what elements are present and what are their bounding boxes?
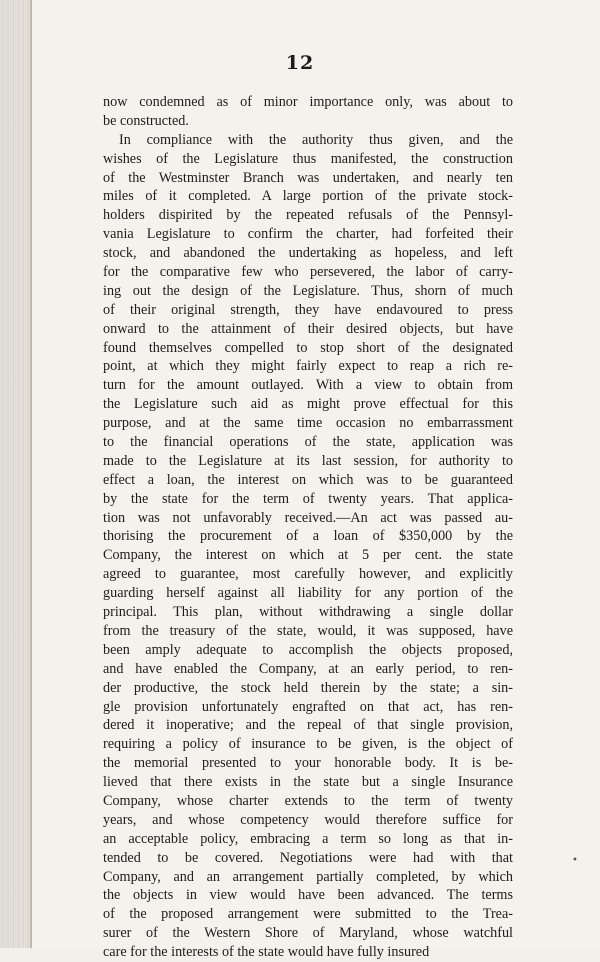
text-line: care for the interests of the state would have fully insured [103,944,430,961]
text-line: lieved that there exists in the state but a single Insurance [103,774,513,791]
binding-gutter [0,0,30,948]
text-line: and have enabled the Company, at an early period, to ren- [103,660,513,677]
text-line: by the state for the term of twenty years. That applica- [103,490,513,507]
text-line: surer of the Western Shore of Maryland, whose watchful [103,925,513,942]
text-line: purpose, and at the same time occasion no embarrassment [103,415,513,432]
text-line: der productive, the stock held therein by the state; a sin- [103,679,513,696]
print-mark: • [572,855,578,866]
text-line: In compliance with the authority thus given, and the [119,131,513,148]
text-line: Company, the interest on which at 5 per cent. the state [103,547,513,564]
text-line: the objects in view would have been advanced. The terms [103,887,513,904]
text-line: agreed to guarantee, most carefully however, and explicitly [103,566,513,583]
text-line: point, at which they might fairly expect to reap a rich re- [103,358,513,375]
text-line: thorising the procurement of a loan of $350,000 by the [103,528,513,545]
text-line: years, and whose competency would therefore suffice for [103,811,513,828]
text-line: been amply adequate to accomplish the objects proposed, [103,641,513,658]
text-line: an acceptable policy, embracing a term so long as that in- [103,830,513,847]
text-line: from the treasury of the state, would, it was supposed, have [103,622,513,639]
text-line: stock, and abandoned the undertaking as hopeless, and left [103,245,513,262]
text-line: onward to the attainment of their desired objects, but have [103,320,513,337]
text-line: gle provision unfortunately engrafted on that act, has ren- [103,698,513,715]
text-line: guarding herself against all liability for any portion of the [103,585,513,602]
text-line: found themselves compelled to stop short of the designated [103,339,513,356]
text-line: the memorial presented to your honorable body. It is be- [103,755,513,772]
text-line: tended to be covered. Negotiations were had with that [103,849,513,866]
page-number: 12 [285,52,315,74]
text-line: turn for the amount outlayed. With a view to obtain from [103,377,513,394]
binding-edge [30,0,32,948]
text-line: requiring a policy of insurance to be given, is the object of [103,736,513,753]
text-line: Company, and an arrangement partially completed, by which [103,868,513,885]
text-line: principal. This plan, without withdrawing a single dollar [103,604,513,621]
text-line: be constructed. [103,112,189,129]
body-text [103,93,513,962]
text-line: effect a loan, the interest on which was to be guaranteed [103,471,513,488]
text-line: miles of it completed. A large portion of the private stock- [103,188,513,205]
text-line: for the comparative few who persevered, the labor of carry- [103,264,513,281]
text-line: wishes of the Legislature thus manifested, the construction [103,150,513,167]
text-line: of the Westminster Branch was undertaken, and nearly ten [103,169,513,186]
text-line: Company, whose charter extends to the term of twenty [103,792,513,809]
text-line: holders dispirited by the repeated refusals of the Pennsyl- [103,207,513,224]
text-line: made to the Legislature at its last session, for authority to [103,452,513,469]
text-line: now condemned as of minor importance only, was about to [103,94,513,110]
text-line: ing out the design of the Legislature. Thus, shorn of much [103,282,513,299]
text-line: dered it inoperative; and the repeal of that single provision, [103,717,513,734]
text-line: of their original strength, they have endavoured to press [103,301,513,318]
text-line: vania Legislature to confirm the charter, had forfeited their [103,226,513,243]
text-line: tion was not unfavorably received.—An act was passed au- [103,509,513,526]
text-line: to the financial operations of the state, application was [103,434,513,451]
text-line: of the proposed arrangement were submitted to the Trea- [103,906,513,923]
text-line: the Legislature such aid as might prove effectual for this [103,396,513,413]
